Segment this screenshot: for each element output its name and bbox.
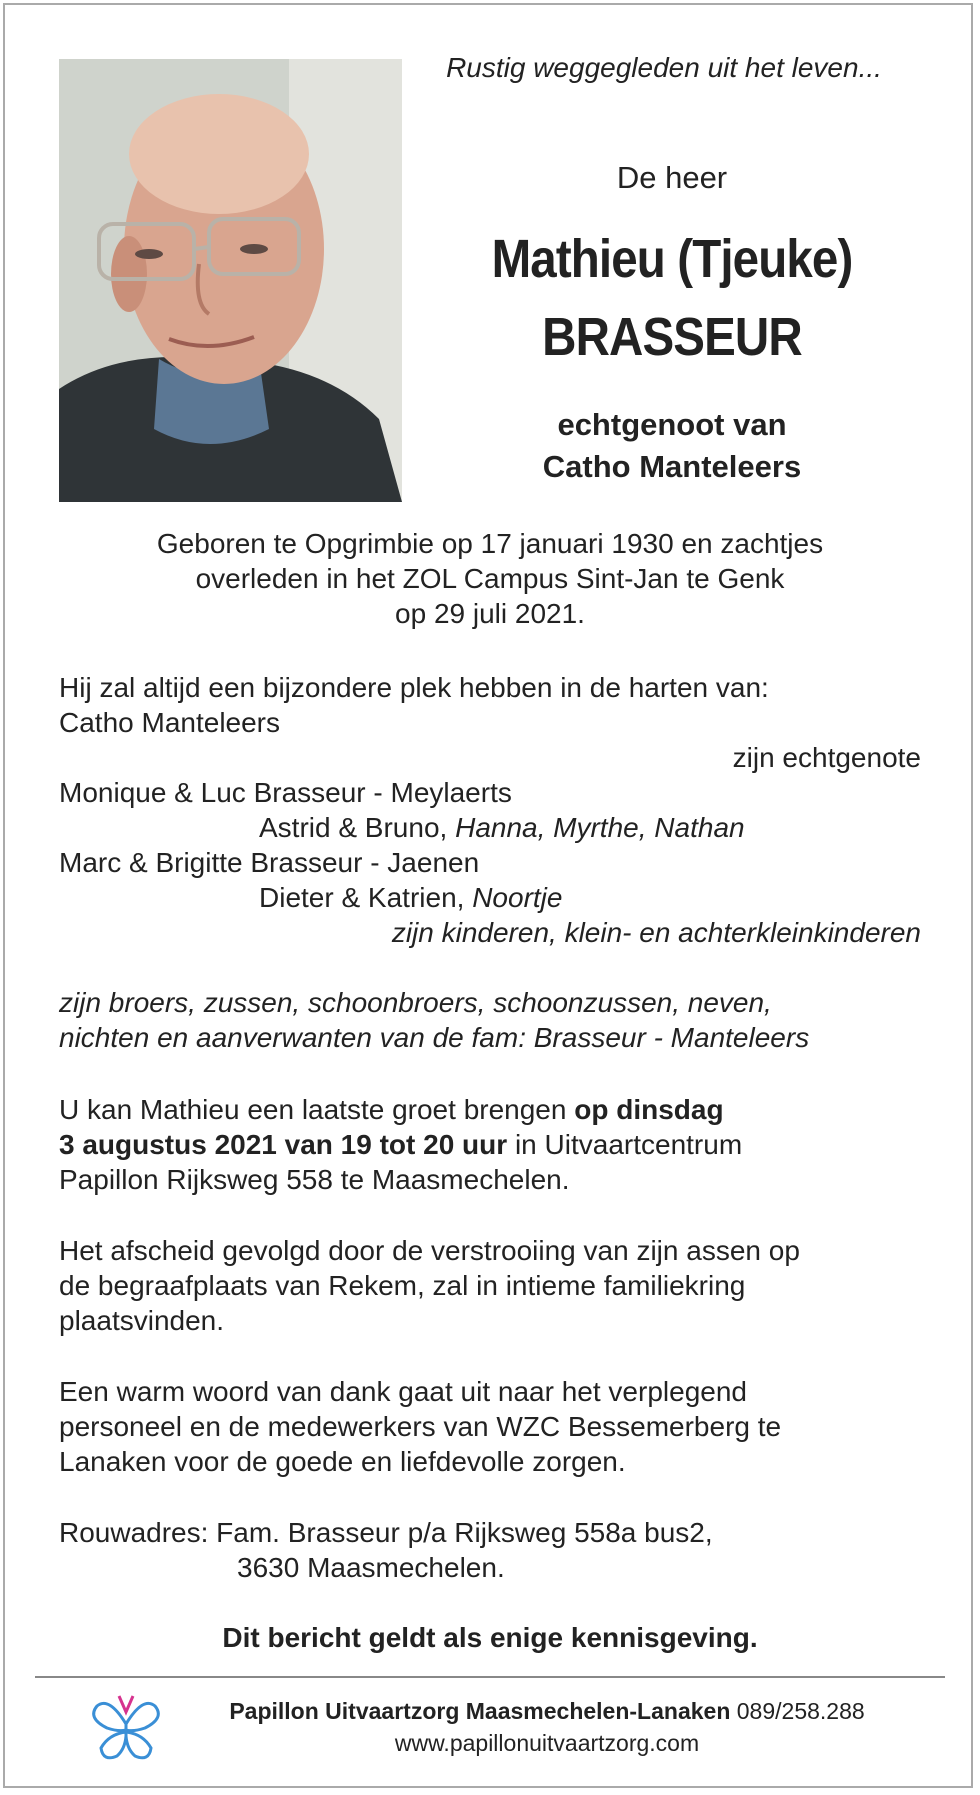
mourning-address-line-1: Rouwadres: Fam. Brasseur p/a Rijksweg 558a bus2, — [59, 1517, 713, 1548]
grandchildren-1 — [259, 812, 745, 844]
relatives-line-2: nichten en aanverwanten van de fam: Brasseur - Manteleers — [59, 1022, 810, 1053]
company-name: Papillon Uitvaartzorg Maasmechelen-Lanaken — [229, 1698, 731, 1724]
footer-divider — [35, 1676, 945, 1678]
family-intro: Hij zal altijd een bijzondere plek hebben in de harten van: — [59, 672, 769, 703]
visitation-datetime: 3 augustus 2021 van 19 tot 20 uur — [59, 1129, 508, 1160]
butterfly-logo-icon — [89, 1694, 163, 1764]
footer-company — [182, 1698, 912, 1725]
visitation-line-3: Papillon Rijksweg 558 te Maasmechelen. — [59, 1164, 570, 1195]
visitation-line-2 — [59, 1129, 742, 1161]
spouse-role: zijn echtgenote — [732, 742, 921, 773]
thanks-line-1: Een warm woord van dank gaat uit naar het verplegend — [59, 1376, 747, 1407]
death-date-line: op 29 juli 2021. — [395, 598, 585, 629]
portrait-photo — [59, 59, 402, 502]
birth-line: Geboren te Opgrimbie op 17 januari 1930 en zachtjes — [156, 528, 824, 559]
visitation-line-1 — [59, 1094, 724, 1126]
company-website-link[interactable]: www.papillonuitvaartzorg.com — [394, 1730, 700, 1756]
salutation: De heer — [616, 160, 728, 195]
great-grandchildren-1: Hanna, Myrthe, Nathan — [455, 812, 745, 843]
deceased-name-surname: BRASSEUR — [542, 307, 802, 367]
grandchildren-2 — [259, 882, 562, 914]
spouse-name: Catho Manteleers — [542, 449, 802, 484]
visitation-day: op dinsdag — [574, 1094, 724, 1125]
intro-text: Rustig weggegleden uit het leven... — [446, 52, 882, 83]
farewell-line-3: plaatsvinden. — [59, 1305, 225, 1336]
spouse-family-name: Catho Manteleers — [59, 707, 281, 738]
relatives-line-1: zijn broers, zussen, schoonbroers, schoonzussen, neven, — [59, 987, 772, 1018]
death-line: overleden in het ZOL Campus Sint-Jan te Genk — [195, 563, 785, 594]
thanks-line-2: personeel en de medewerkers van WZC Bessemerberg te — [59, 1411, 782, 1442]
spouse-relation: echtgenoot van — [557, 407, 787, 442]
child-family-1: Monique & Luc Brasseur - Meylaerts — [59, 777, 512, 808]
great-grandchildren-2: Noortje — [472, 882, 563, 913]
thanks-line-3: Lanaken voor de goede en liefdevolle zorgen. — [59, 1446, 626, 1477]
company-phone[interactable]: 089/258.288 — [730, 1698, 865, 1724]
child-family-2: Marc & Brigitte Brasseur - Jaenen — [59, 847, 480, 878]
notice-statement: Dit bericht geldt als enige kennisgeving. — [222, 1622, 758, 1653]
farewell-line-2: de begraafplaats van Rekem, zal in intieme familiekring — [59, 1270, 746, 1301]
visitation-text: U kan Mathieu een laatste groet brengen — [59, 1094, 575, 1125]
farewell-line-1: Het afscheid gevolgd door de verstrooiing van zijn assen op — [59, 1235, 800, 1266]
deceased-name-first: Mathieu (Tjeuke) — [491, 229, 853, 289]
children-role: zijn kinderen, klein- en achterkleinkinderen — [391, 917, 921, 948]
birth-death-info — [59, 526, 921, 631]
visitation-venue: in Uitvaartcentrum — [507, 1129, 743, 1160]
grandchildren-2-names: Dieter & Katrien, — [259, 882, 473, 913]
mourning-address-line-2: 3630 Maasmechelen. — [237, 1552, 505, 1583]
grandchildren-1-names: Astrid & Bruno, — [259, 812, 456, 843]
